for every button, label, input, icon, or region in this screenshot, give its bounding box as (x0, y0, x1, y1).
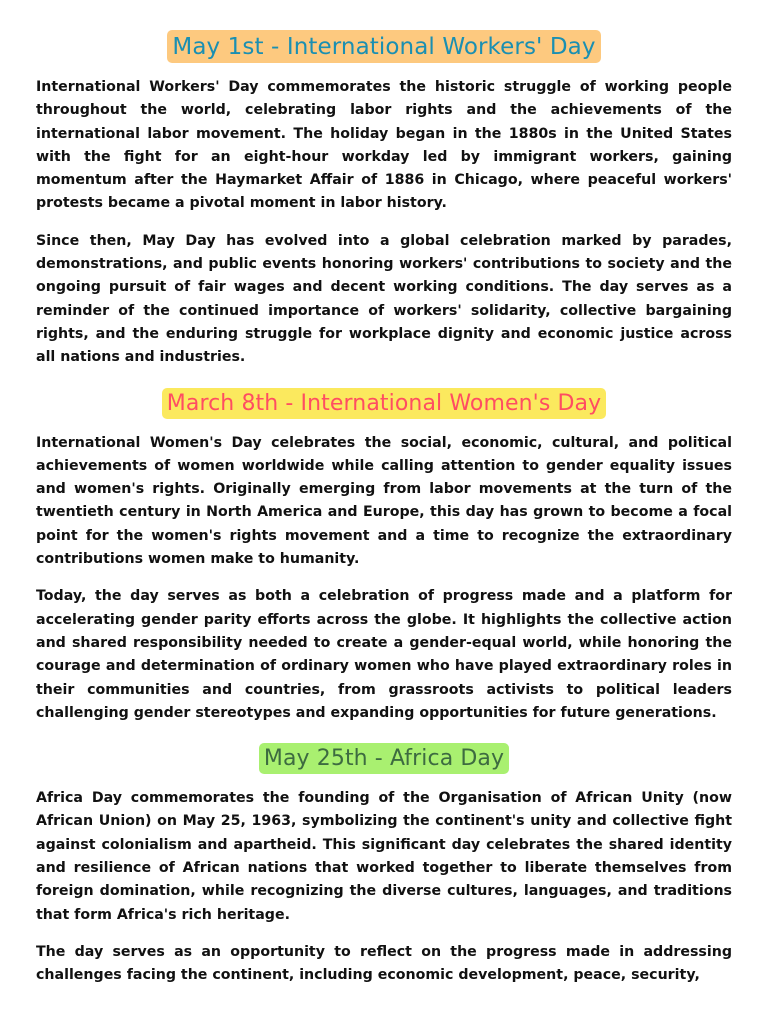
workers-day-heading: May 1st - International Workers' Day (167, 30, 600, 63)
womens-day-paragraph-2: Today, the day serves as both a celebration of progress made and a platform for accelerating gender parity efforts across the globe. It highlights the collective action and shared responsibility needed to create a gender-equal world, while honoring the courage and determination of ordinary women who have played extraordinary roles in their communities and countries, from grassroots activists to political leaders challenging gender stereotypes and expanding opportunities for future generations. (36, 588, 732, 721)
africa-day-paragraph-2: The day serves as an opportunity to reflect on the progress made in addressing challenges facing the continent, including economic development, peace, security, (36, 943, 732, 984)
africa-day-heading: May 25th - Africa Day (259, 743, 509, 774)
workers-day-heading-row (36, 30, 732, 63)
womens-day-heading: March 8th - International Women's Day (162, 388, 606, 419)
womens-day-heading-row (36, 388, 732, 419)
africa-day-heading-row (36, 743, 732, 774)
africa-day-paragraph-1: Africa Day commemorates the founding of the Organisation of African Unity (now African Union) on May 25, 1963, symbolizing the continent's unity and collective fight against colonialism and apartheid. This significant day celebrates the shared identity and resilience of African nations that worked together to liberate themselves from foreign domination, while recognizing the diverse cultures, languages, and traditions that form Africa's rich heritage. (36, 790, 732, 923)
womens-day-paragraph-1: International Women's Day celebrates the social, economic, cultural, and political achievements of women worldwide while calling attention to gender equality issues and women's rights. Originally emerging from labor movements at the turn of the twentieth century in North America and Europe, this day has grown to become a focal point for the women's rights movement and a time to recognize the extraordinary contributions women make to humanity. (36, 434, 732, 568)
workers-day-paragraph-2: Since then, May Day has evolved into a global celebration marked by parades, demonstrations, and public events honoring workers' contributions to society and the ongoing pursuit of fair wages and decent working conditions. The day serves as a reminder of the continued importance of workers' solidarity, collective bargaining rights, and the enduring struggle for workplace dignity and economic justice across all nations and industries. (36, 232, 732, 366)
workers-day-paragraph-1: International Workers' Day commemorates the historic struggle of working people throughout the world, celebrating labor rights and the achievements of the international labor movement. The holiday began in the 1880s in the United States with the fight for an eight-hour workday led by immigrant workers, gaining momentum after the Haymarket Affair of 1886 in Chicago, where peaceful workers' protests became a pivotal moment in labor history. (36, 79, 732, 212)
